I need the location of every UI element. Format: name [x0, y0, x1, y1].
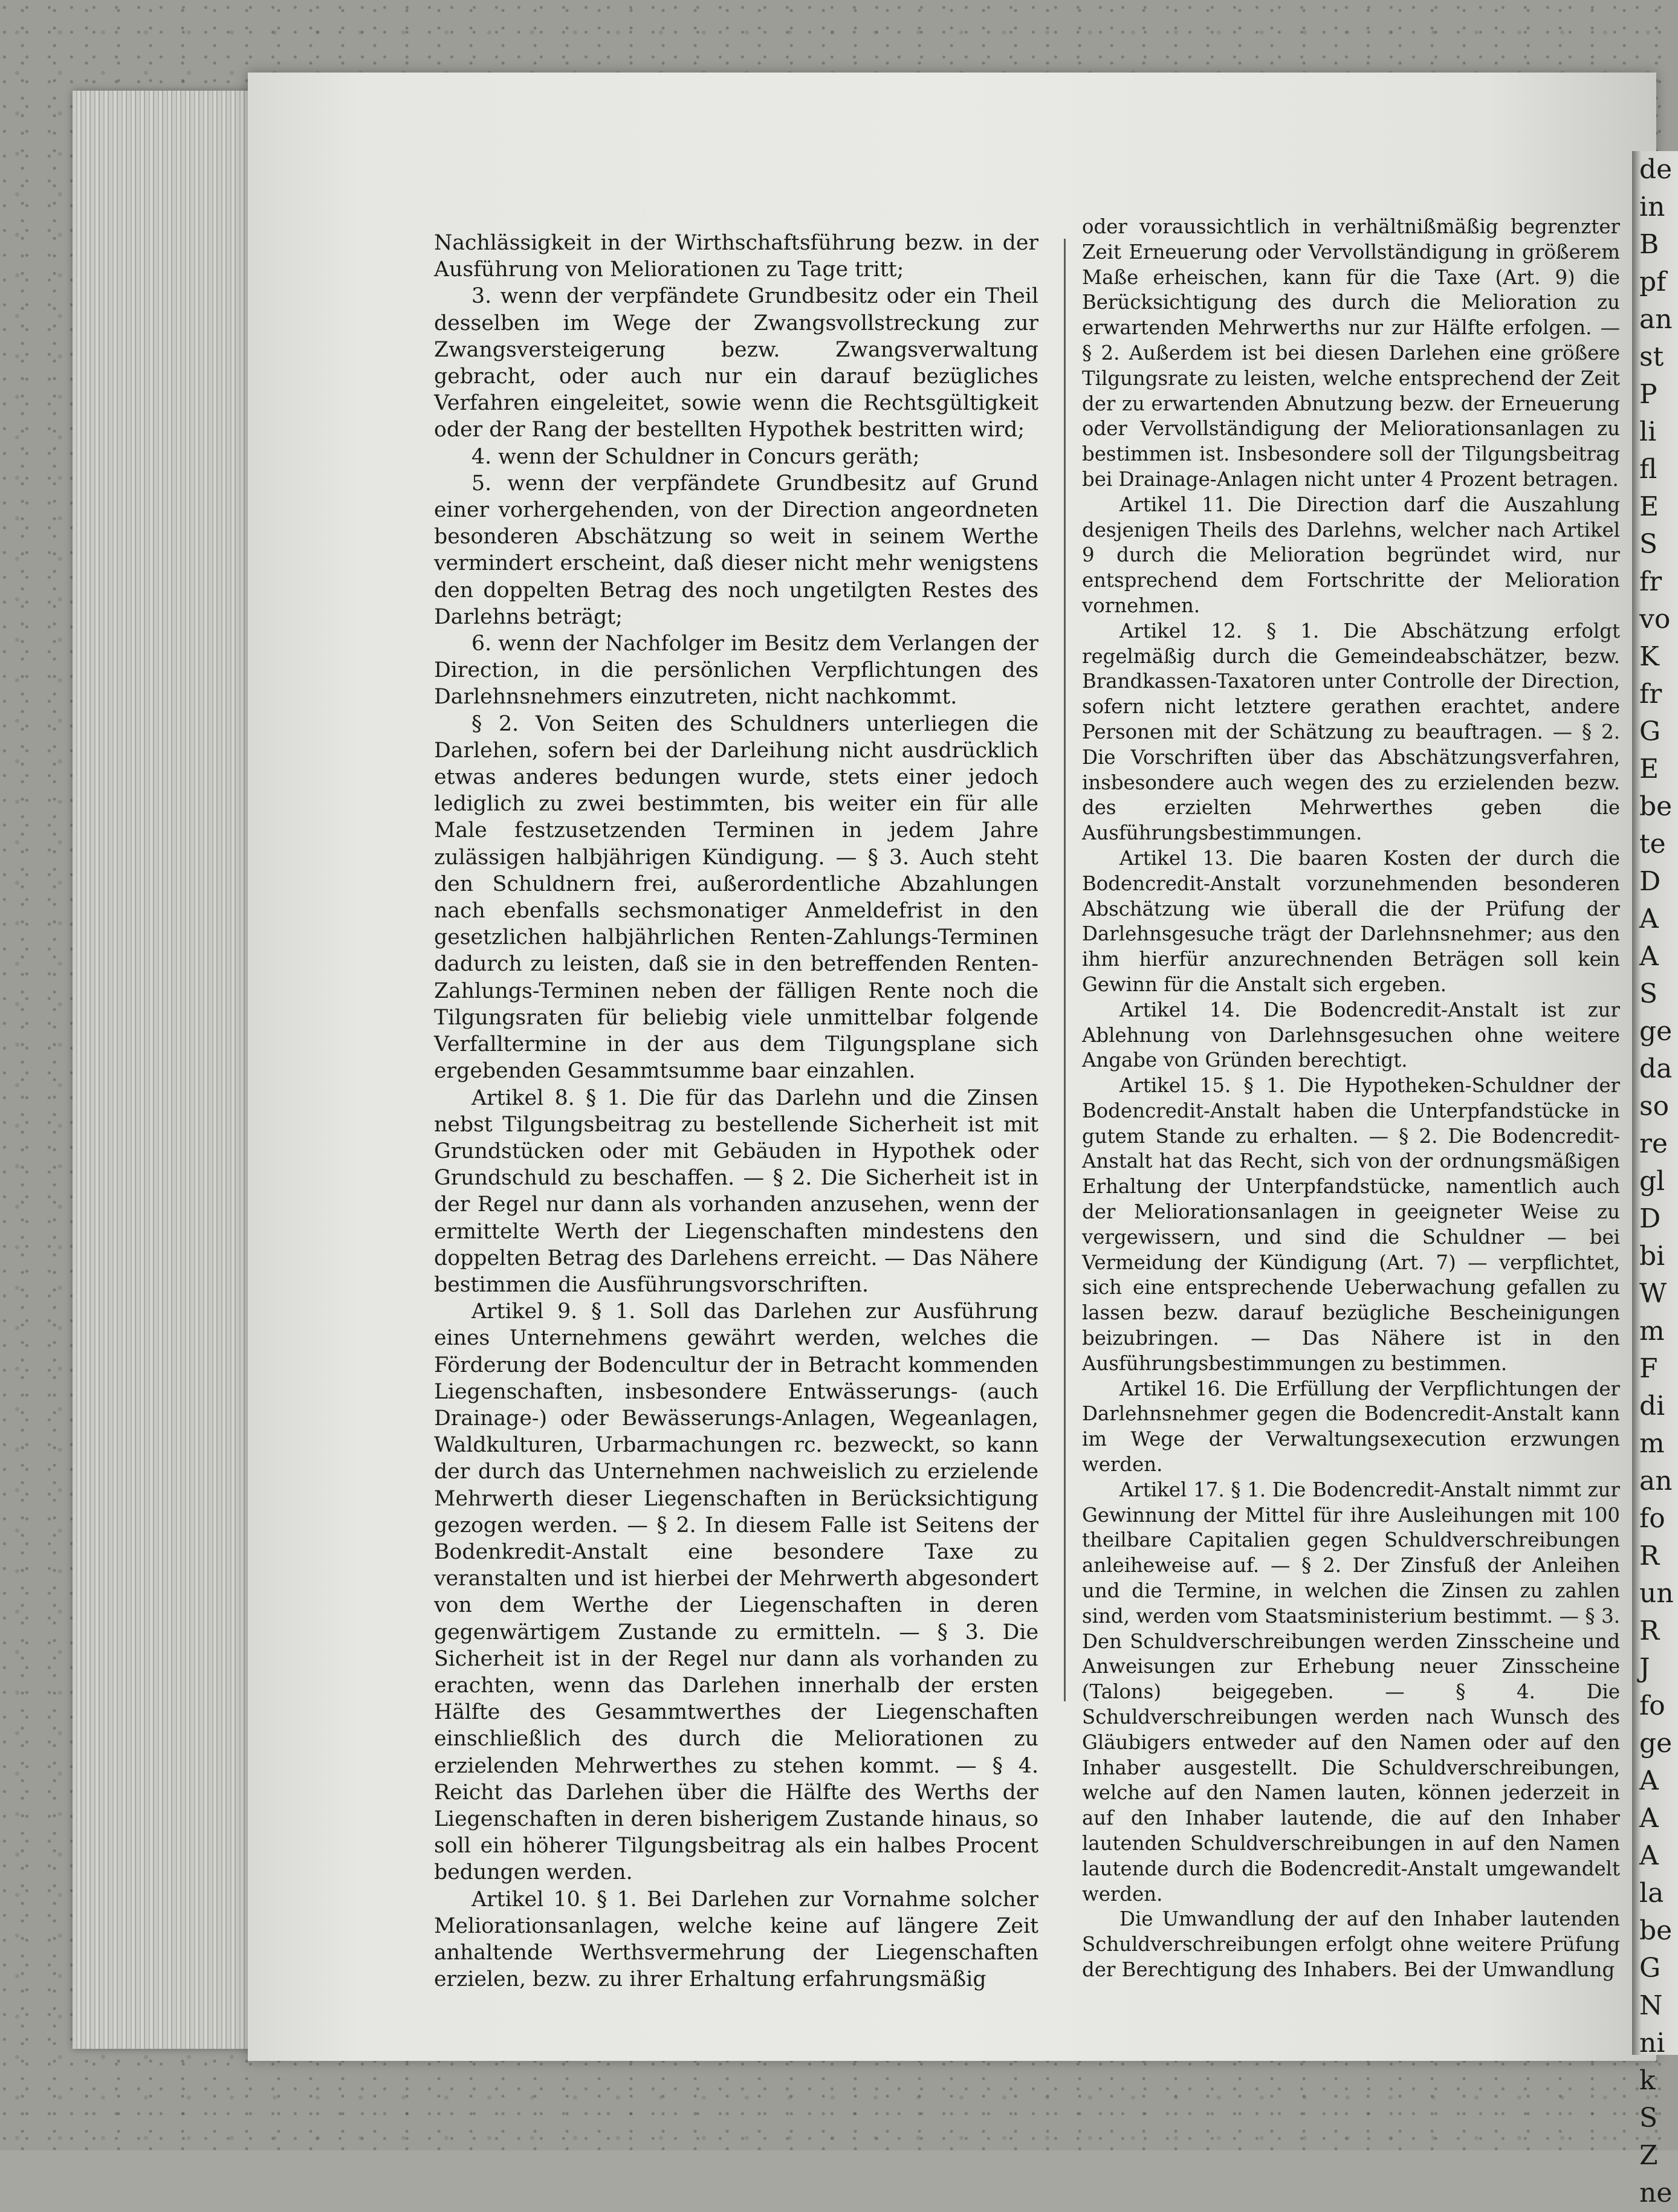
paragraph: 3. wenn der verpfändete Grundbesitz oder ein Theil desselben im Wege der Zwangsvollstreckung zur Zwangsversteigerung bezw. Zwangsverwaltung gebracht, oder auch nur ein darauf bezügliches Verfahren eingeleitet, sowie wenn die Rechtsgültigkeit oder der Rang der bestellten Hypothek bestritten wird;: [434, 284, 1038, 442]
next-page-fragment: G: [1639, 716, 1661, 747]
paragraph: Artikel 17. § 1. Die Bodencredit-Anstalt nimmt zur Gewinnung der Mittel für ihre Ausleihungen mit 100 theilbare Capitalien gegen Schuldverschreibungen anleiheweise auf. — § 2. Der Zinsfuß der Anleihen und die Termine, in welchen die Zinsen zu zahlen sind, werden vom Staatsministerium bestimmt. — § 3. Den Schuldverschreibungen werden Zinsscheine und Anweisungen zur Erhebung neuer Zinsscheine (Talons) beigegeben. — § 4. Die Schuldverschreibungen werden nach Wunsch des Gläubigers entweder auf den Namen oder auf den Inhaber ausgestellt. Die Schuldverschreibungen, welche auf den Namen lauten, können jederzeit in auf den Inhaber lautende, die auf den Inhaber lautenden Schuldverschreibungen in auf den Namen lautende durch die Bodencredit-Anstalt umgewandelt werden.: [1082, 1478, 1620, 1906]
right-text-column: [1082, 215, 1620, 1983]
next-page-fragment: re: [1639, 1128, 1668, 1159]
next-page-fragment: R: [1639, 1615, 1660, 1646]
next-page-fragment: m: [1639, 1428, 1665, 1459]
next-page-fragment: A: [1639, 1803, 1659, 1834]
next-page-fragment: vo: [1639, 604, 1671, 635]
next-page-fragment: P: [1639, 379, 1657, 410]
next-page-fragment: di: [1639, 1391, 1665, 1421]
next-page-fragment: de: [1639, 154, 1673, 185]
paragraph: oder voraussichtlich in verhältnißmäßig begrenzter Zeit Erneuerung oder Vervollständigung in größerem Maße erheischen, kann für die Taxe (Art. 9) die Berücksichtigung des durch die Melioration zu erwartenden Mehrwerths nur zur Hälfte erfolgen. — § 2. Außerdem ist bei diesen Darlehen eine größere Tilgungsrate zu leisten, welche entsprechend der Zeit der zu erwartenden Abnutzung bezw. der Erneuerung oder Vervollständigung der Meliorationsanlagen zu bestimmen ist. Insbesondere soll der Tilgungsbeitrag bei Drainage-Anlagen nicht unter 4 Prozent betragen.: [1082, 215, 1620, 491]
paragraph: Artikel 12. § 1. Die Abschätzung erfolgt regelmäßig durch die Gemeindeabschätzer, bezw. Brandkassen-Taxatoren unter Controlle der Direction, sofern nicht letztere gerathen erachtet, andere Personen mit der Schätzung zu beauftragen. — § 2. Die Vorschriften über das Abschätzungsverfahren, insbesondere auch wegen des zu erzielenden bezw. des erzielten Mehrwerthes geben die Ausführungsbestimmungen.: [1082, 619, 1620, 845]
next-page-fragment: fr: [1639, 679, 1662, 710]
paragraph: 5. wenn der verpfändete Grundbesitz auf Grund einer vorhergehenden, von der Direction angeordneten besonderen Abschätzung so weit in seinem Werthe vermindert erscheint, daß dieser nicht mehr wenigstens den doppelten Betrag des noch ungetilgten Restes des Darlehns beträgt;: [434, 471, 1038, 629]
paragraph: Artikel 14. Die Bodencredit-Anstalt ist zur Ablehnung von Darlehnsgesuchen ohne weitere Angabe von Gründen berechtigt.: [1082, 998, 1620, 1072]
next-page-fragment: be: [1639, 1915, 1673, 1946]
next-page-fragment: st: [1639, 341, 1664, 372]
next-page-fragment: S: [1639, 2103, 1658, 2133]
next-page-fragment: te: [1639, 829, 1666, 859]
paragraph: Artikel 8. § 1. Die für das Darlehn und die Zinsen nebst Tilgungsbeitrag zu bestellende Sicherheit ist mit Grundstücken oder mit Gebäuden in Hypothek oder Grundschuld zu beschaffen. — § 2. Die Sicherheit ist in der Regel nur dann als vorhanden anzusehen, wenn der ermittelte Werth der Liegenschaften mindestens den doppelten Betrag des Darlehens erreicht. — Das Nähere bestimmen die Ausführungsvorschriften.: [434, 1085, 1038, 1297]
next-page-fragment: F: [1639, 1353, 1658, 1384]
next-page-edge: [1632, 151, 1678, 2208]
next-page-fragment: in: [1639, 192, 1665, 222]
next-page-fragment: li: [1639, 416, 1657, 447]
next-page-fragment: A: [1639, 904, 1659, 934]
next-page-fragment: gl: [1639, 1166, 1665, 1197]
next-page-fragment: D: [1639, 866, 1661, 897]
next-page-fragment: ni: [1639, 2028, 1665, 2058]
next-page-fragment: A: [1639, 941, 1659, 972]
next-page-fragment: A: [1639, 1765, 1659, 1796]
paragraph: 4. wenn der Schuldner in Concurs geräth;: [471, 444, 920, 469]
left-text-column: [434, 230, 1038, 1993]
next-page-fragment: so: [1639, 1091, 1670, 1122]
next-page-fragment: A: [1639, 1840, 1659, 1871]
next-page-fragment: fo: [1639, 1690, 1665, 1721]
paragraph: Artikel 16. Die Erfüllung der Verpflichtungen der Darlehnsnehmer gegen die Bodencredit-Anstalt kann im Wege der Verwaltungsexecution erzwungen werden.: [1082, 1377, 1620, 1476]
next-page-fragment: un: [1639, 1578, 1674, 1609]
next-page-fragment: S: [1639, 978, 1658, 1009]
next-page-fragment: m: [1639, 1316, 1665, 1347]
next-page-fragment: an: [1639, 1466, 1673, 1496]
next-page-fragment: ge: [1639, 1016, 1673, 1047]
next-page-fragment: fl: [1639, 454, 1657, 485]
next-page-fragment: la: [1639, 1878, 1664, 1909]
paragraph: Die Umwandlung der auf den Inhaber lautenden Schuldverschreibungen erfolgt ohne weitere Prüfung der Berechtigung des Inhabers. Bei der Umwandlung: [1082, 1907, 1620, 1981]
next-page-fragment: N: [1639, 1990, 1663, 2021]
next-page-fragment: D: [1639, 1203, 1661, 1234]
next-page-fragment: W: [1639, 1278, 1667, 1309]
next-page-fragment: an: [1639, 304, 1673, 335]
next-page-fragment: S: [1639, 529, 1658, 560]
page-edges: [73, 91, 278, 2049]
next-page-fragment: G: [1639, 1953, 1661, 1984]
next-page-fragment: E: [1639, 491, 1659, 522]
next-page-fragment: ge: [1639, 1728, 1673, 1759]
paragraph: Artikel 11. Die Direction darf die Auszahlung desjenigen Theils des Darlehns, welcher nach Artikel 9 durch die Melioration begründet wird, nur entsprechend dem Fortschritte der Melioration vornehmen.: [1082, 493, 1620, 617]
paragraph: Artikel 15. § 1. Die Hypotheken-Schuldner der Bodencredit-Anstalt haben die Unterpfandstücke in gutem Stande zu erhalten. — § 2. Die Bodencredit-Anstalt hat das Recht, sich von der ordnungsmäßigen Erhaltung der Unterpfandstücke, namentlich auch der Meliorationsanlagen in geeigneter Weise zu vergewissern, und sind die Schuldner — bei Vermeidung der Kündigung (Art. 7) — verpflichtet, sich eine entsprechende Ueberwachung gefallen zu lassen bezw. darauf bezügliche Bescheinigungen beizubringen. — Das Nähere ist in den Ausführungsbestimmungen zu bestimmen.: [1082, 1074, 1620, 1375]
next-page-fragment: da: [1639, 1053, 1673, 1084]
paragraph: § 2. Von Seiten des Schuldners unterliegen die Darlehen, sofern bei der Darleihung nicht ausdrücklich etwas anderes bedungen wurde, stets einer jedoch lediglich zu zwei bestimmten, bis weiter ein für alle Male festzusetzenden Terminen in jedem Jahre zulässigen halbjährigen Kündigung. — § 3. Auch steht den Schuldnern frei, außerordentliche Abzahlungen nach ebenfalls sechsmonatiger Anmeldefrist in den gesetzlichen halbjährlichen Renten-Zahlungs-Terminen dadurch zu leisten, daß sie in den betreffenden Renten-Zahlungs-Terminen neben der fälligen Rente noch die Tilgungsraten für beliebig viele unmittelbar folgende Verfalltermine in der aus dem Tilgungsplane sich ergebenden Gesammtsumme baar einzahlen.: [434, 711, 1038, 1084]
paragraph: Nachlässigkeit in der Wirthschaftsführung bezw. in der Ausführung von Meliorationen zu Tage tritt;: [434, 231, 1038, 282]
next-page-fragment: Z: [1639, 2140, 1658, 2171]
next-page-fragment: bi: [1639, 1241, 1665, 1272]
next-page-fragment: J: [1639, 1653, 1650, 1684]
next-page-fragment: fr: [1639, 566, 1662, 597]
next-page-fragment: pf: [1639, 267, 1667, 297]
column-divider-rule: [1064, 239, 1066, 1701]
next-page-fragment: B: [1639, 229, 1659, 260]
next-page-fragment: E: [1639, 754, 1659, 784]
next-page-fragment: ne: [1639, 2178, 1673, 2208]
paragraph: Artikel 9. § 1. Soll das Darlehen zur Ausführung eines Unternehmens gewährt werden, welches die Förderung der Bodencultur der in Betracht kommenden Liegenschaften, insbesondere Entwässerungs- (auch Drainage-) oder Bewässerungs-Anlagen, Wegeanlagen, Waldkulturen, Urbarmachungen rc. bezweckt, so kann der durch das Unternehmen nachweislich zu erzielende Mehrwerth dieser Liegenschaften in Berücksichtigung gezogen werden. — § 2. In diesem Falle ist Seitens der Bodenkredit-Anstalt eine besondere Taxe zu veranstalten und ist hierbei der Mehrwerth abgesondert von dem Werthe der Liegenschaften in deren gegenwärtigem Zustande zu ermitteln. — § 3. Die Sicherheit ist in der Regel nur dann als vorhanden zu erachten, wenn das Darlehen innerhalb der ersten Hälfte des Gesammtwerthes der Liegenschaften einschließlich des durch die Meliorationen zu erzielenden Mehrwerthes zu stehen kommt. — § 4. Reicht das Darlehen über die Hälfte des Werths der Liegenschaften in deren bisherigem Zustande hinaus, so soll ein höherer Tilgungsbeitrag als ein halbes Procent bedungen werden.: [434, 1299, 1038, 1885]
paragraph: Artikel 10. § 1. Bei Darlehen zur Vornahme solcher Meliorationsanlagen, welche keine auf längere Zeit anhaltende Werthsvermehrung der Liegenschaften erzielen, bezw. zu ihrer Erhaltung erfahrungsmäßig: [434, 1887, 1038, 1992]
paragraph: 6. wenn der Nachfolger im Besitz dem Verlangen der Direction, in die persönlichen Verpflichtungen des Darlehnsnehmers einzutreten, nicht nachkommt.: [434, 632, 1038, 710]
next-page-fragment: K: [1639, 641, 1659, 672]
next-page-fragment: R: [1639, 1541, 1660, 1571]
next-page-fragment: be: [1639, 791, 1673, 822]
next-page-fragment: k: [1639, 2065, 1656, 2096]
next-page-fragment: fo: [1639, 1503, 1665, 1534]
paragraph: Artikel 13. Die baaren Kosten der durch die Bodencredit-Anstalt vorzunehmenden besonderen Abschätzung wie überall die der Prüfung der Darlehnsgesuche trägt der Darlehnsnehmer; aus den ihm hierfür anzurechnenden Beträgen soll kein Gewinn für die Anstalt sich ergeben.: [1082, 846, 1620, 996]
